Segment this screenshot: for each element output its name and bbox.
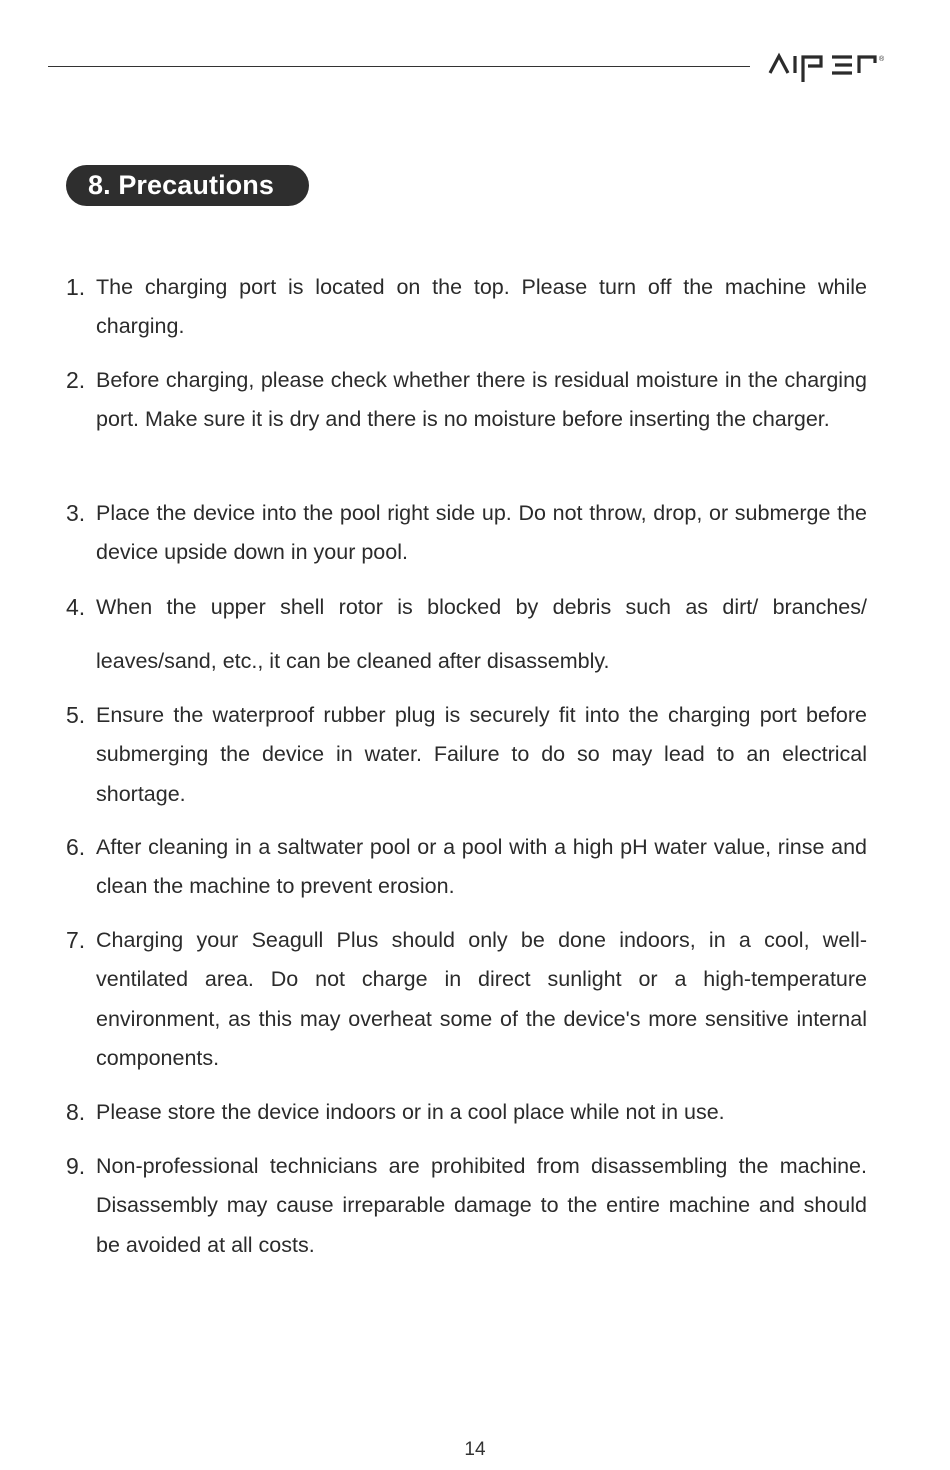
precaution-item-2 [66,361,867,440]
item-text: Please store the device indoors or in a cool place while not in use. [96,1100,725,1124]
precaution-item-7 [66,921,867,1078]
precaution-item-3 [66,494,867,573]
item-text: Place the device into the pool right side up. Do not throw, drop, or submerge the device upside down in your pool. [96,501,867,565]
item-number: 1. [66,274,86,300]
item-number: 5. [66,702,86,728]
precaution-item-5 [66,696,867,814]
item-text: Ensure the waterproof rubber plug is securely fit into the charging port before submerging the device in water. Failure to do so may lead to an electrical shortage. [96,703,867,806]
precaution-item-6 [66,828,867,907]
item-text: After cleaning in a saltwater pool or a pool with a high pH water value, rinse and clean the machine to prevent erosion. [96,835,867,899]
item-number: 9. [66,1153,86,1179]
page-number: 14 [464,1439,486,1460]
header-divider [48,66,750,67]
precaution-item-9 [66,1147,867,1265]
item-number: 7. [66,927,86,953]
aiper-logo [766,48,906,88]
item-number: 3. [66,500,86,526]
item-text: Non-professional technicians are prohibited from disassembling the machine. Disassembly may cause irreparable damage to the entire machine and should be avoided at all costs. [96,1154,867,1257]
aiper-logo-mark [766,48,906,88]
item-text: Charging your Seagull Plus should only be done indoors, in a cool, well-ventilated area. Do not charge in direct sunlight or a high-temperature environment, as this may overheat some of the device's more sensitive internal components. [96,928,867,1070]
brand-name [766,88,767,89]
item-number: 4. [66,594,86,620]
item-number: 6. [66,834,86,860]
item-number: 2. [66,367,86,393]
item-text: Before charging, please check whether there is residual moisture in the charging port. Make sure it is dry and there is no moisture before inserting the charger. [96,368,867,432]
item-number: 8. [66,1099,86,1125]
section-heading-badge [66,165,309,206]
precaution-item-8 [66,1093,867,1132]
precaution-item-4 [66,580,867,688]
item-text: When the upper shell rotor is blocked by debris such as dirt/ branches/ leaves/sand, etc., it can be cleaned after disassembly. [96,595,867,673]
item-text: The charging port is located on the top. Please turn off the machine while charging. [96,275,867,339]
registered-mark: ® [879,56,885,63]
section-title: 8. Precautions [88,170,274,200]
precaution-item-1 [66,268,867,347]
